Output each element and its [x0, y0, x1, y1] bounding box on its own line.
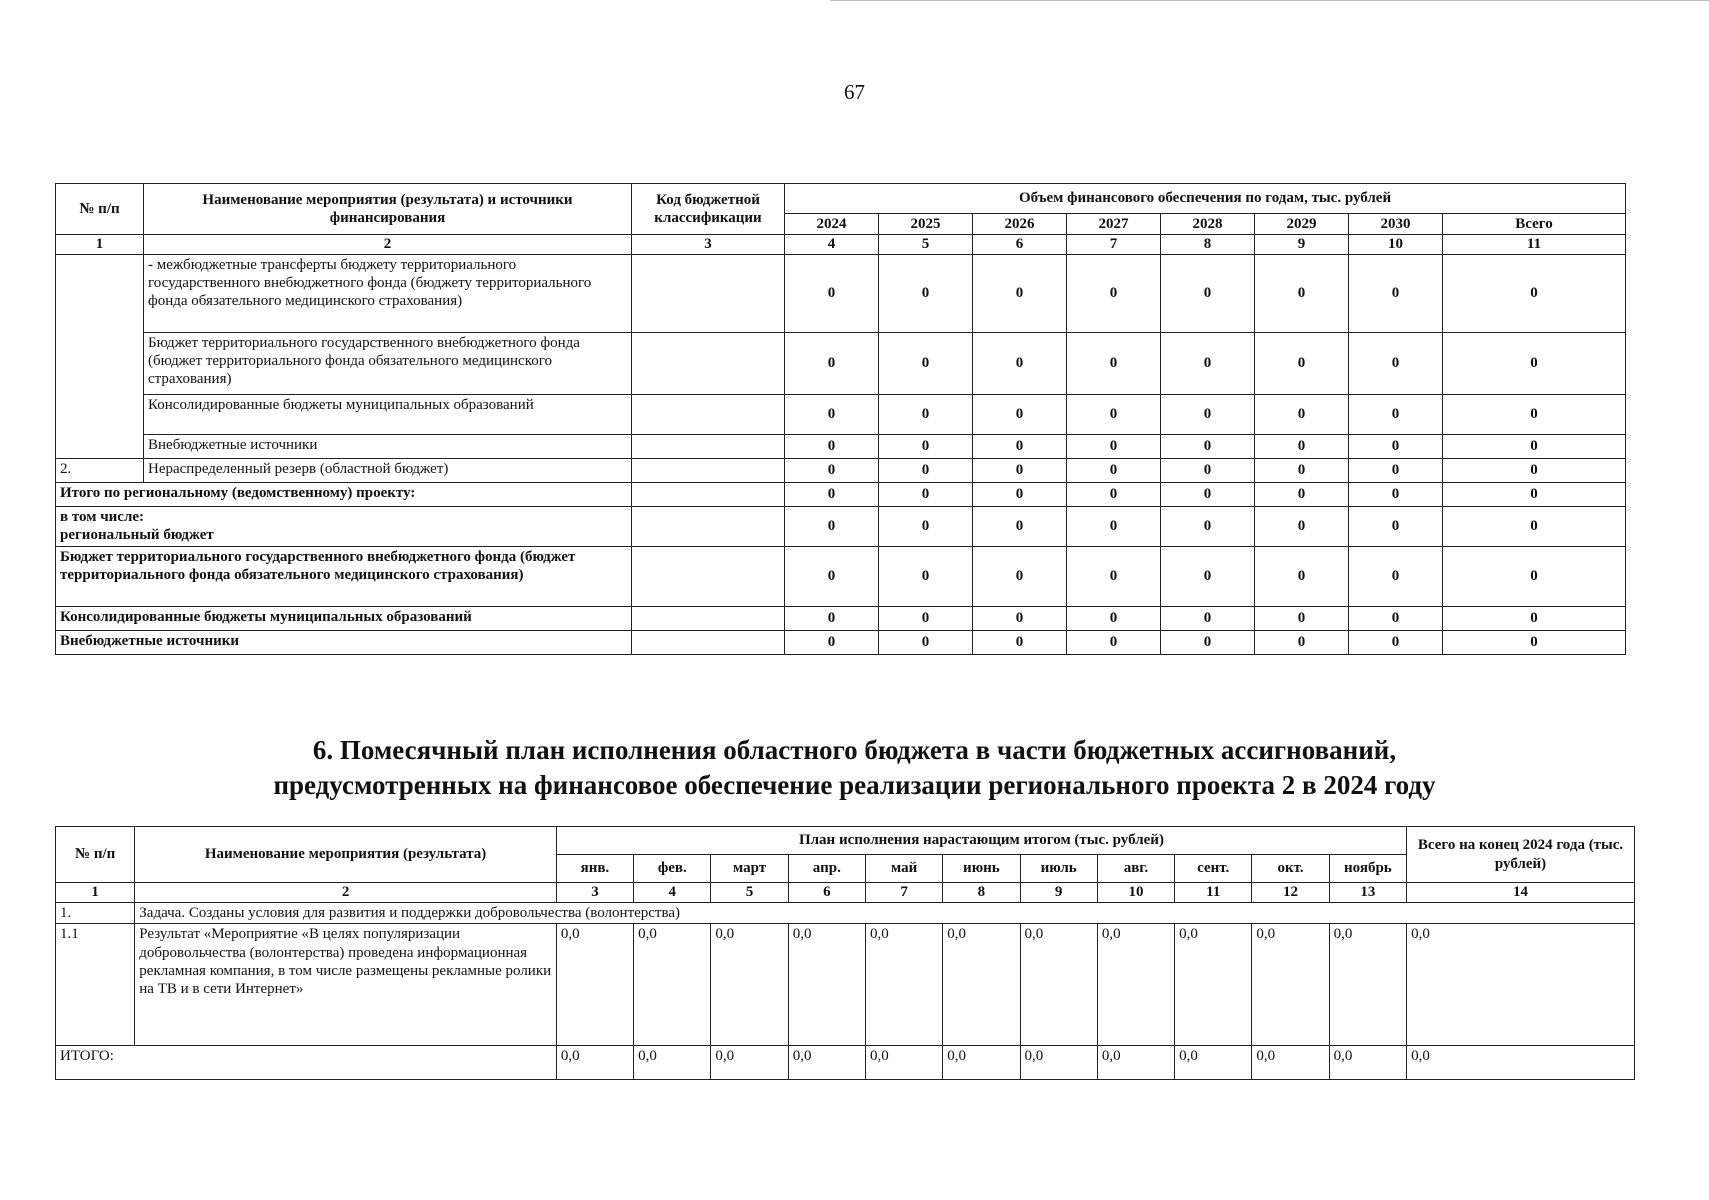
value-cell: 0: [1349, 434, 1443, 458]
result-value: 0,0: [943, 924, 1020, 1046]
row-name: Внебюджетные источники: [144, 434, 632, 458]
index-cell: 4: [634, 883, 711, 903]
total-row-name: [56, 506, 632, 546]
month-header: март: [711, 855, 788, 883]
index-row-1: [56, 235, 1626, 254]
value-cell: 0: [1161, 434, 1255, 458]
value-cell: 0: [879, 434, 973, 458]
index-cell: 13: [1329, 883, 1406, 903]
year-header: 2029: [1255, 214, 1349, 235]
total-row-name-line: региональный бюджет: [60, 526, 214, 543]
total-value: 0,0: [634, 1046, 711, 1080]
value-cell: 0: [879, 546, 973, 606]
value-cell: 0: [1349, 506, 1443, 546]
row-code: [632, 546, 785, 606]
total-value: 0,0: [865, 1046, 942, 1080]
total-row-name-line: в том числе:: [60, 508, 145, 525]
value-cell: 0: [879, 630, 973, 654]
total-row: [56, 482, 1626, 506]
value-cell: 0: [1161, 506, 1255, 546]
value-cell: 0: [785, 482, 879, 506]
row-code: [632, 458, 785, 482]
value-cell: 0: [1161, 546, 1255, 606]
index-cell: 8: [1161, 235, 1255, 254]
value-cell: 0: [1443, 546, 1626, 606]
value-cell: 0: [1255, 546, 1349, 606]
index-cell: 7: [865, 883, 942, 903]
row-code: [632, 630, 785, 654]
value-cell: 0: [973, 546, 1067, 606]
result-value: 0,0: [1175, 924, 1252, 1046]
index-cell: 9: [1020, 883, 1097, 903]
result-value: 0,0: [1407, 924, 1635, 1046]
row-code: [632, 434, 785, 458]
value-cell: 0: [1161, 394, 1255, 434]
total-value: 0,0: [1097, 1046, 1174, 1080]
year-header: 2024: [785, 214, 879, 235]
month-header: окт.: [1252, 855, 1329, 883]
value-cell: 0: [785, 606, 879, 630]
year-header: 2026: [973, 214, 1067, 235]
month-header: ноябрь: [1329, 855, 1406, 883]
value-cell: 0: [785, 332, 879, 394]
total-value: 0,0: [1407, 1046, 1635, 1080]
table-row: [56, 458, 1626, 482]
result-value: 0,0: [1020, 924, 1097, 1046]
index-cell: 7: [1067, 235, 1161, 254]
value-cell: 0: [785, 458, 879, 482]
value-cell: 0: [973, 394, 1067, 434]
total-value: 0,0: [556, 1046, 633, 1080]
value-cell: 0: [1255, 606, 1349, 630]
value-cell: 0: [1067, 630, 1161, 654]
table-row: [56, 434, 1626, 458]
value-cell: 0: [1443, 332, 1626, 394]
total-row-name: Внебюджетные источники: [56, 630, 632, 654]
total-value: 0,0: [1329, 1046, 1406, 1080]
row-num: [56, 254, 144, 458]
top-divider: [830, 0, 1709, 1]
value-cell: 0: [1349, 332, 1443, 394]
value-cell: 0: [879, 332, 973, 394]
funding-table: [55, 183, 1626, 655]
plan-total-label: ИТОГО:: [56, 1046, 557, 1080]
value-cell: 0: [879, 482, 973, 506]
value-cell: 0: [1067, 332, 1161, 394]
value-cell: 0: [973, 630, 1067, 654]
year-header: 2025: [879, 214, 973, 235]
value-cell: 0: [1443, 482, 1626, 506]
index-row-2: [56, 883, 1635, 903]
value-cell: 0: [1067, 506, 1161, 546]
result-value: 0,0: [1252, 924, 1329, 1046]
row-code: [632, 506, 785, 546]
month-header: апр.: [788, 855, 865, 883]
year-header: 2030: [1349, 214, 1443, 235]
row-num: 2.: [56, 458, 144, 482]
value-cell: 0: [879, 254, 973, 332]
col-header-num: № п/п: [56, 184, 144, 235]
index-cell: 3: [556, 883, 633, 903]
value-cell: 0: [1349, 394, 1443, 434]
value-cell: 0: [879, 394, 973, 434]
plan-col-header-plan: План исполнения нарастающим итогом (тыс. рублей): [556, 827, 1406, 855]
value-cell: 0: [1067, 546, 1161, 606]
index-cell: 5: [711, 883, 788, 903]
value-cell: 0: [785, 630, 879, 654]
year-header: 2028: [1161, 214, 1255, 235]
value-cell: 0: [973, 332, 1067, 394]
month-header: фев.: [634, 855, 711, 883]
result-value: 0,0: [1097, 924, 1174, 1046]
value-cell: 0: [1067, 458, 1161, 482]
task-row: [56, 903, 1635, 924]
value-cell: 0: [1443, 434, 1626, 458]
value-cell: 0: [1255, 506, 1349, 546]
total-value: 0,0: [943, 1046, 1020, 1080]
row-code: [632, 332, 785, 394]
value-cell: 0: [1161, 630, 1255, 654]
section-title-line1: 6. Помесячный план исполнения областного бюджета в части бюджетных ассигнований,: [312, 735, 1397, 765]
value-cell: 0: [1349, 630, 1443, 654]
index-cell: 11: [1443, 235, 1626, 254]
value-cell: 0: [785, 254, 879, 332]
month-header: авг.: [1097, 855, 1174, 883]
value-cell: 0: [785, 434, 879, 458]
result-value: 0,0: [634, 924, 711, 1046]
total-row-name: Консолидированные бюджеты муниципальных образований: [56, 606, 632, 630]
row-name: - межбюджетные трансферты бюджету территориального государственного внебюджетного фонда (бюджету территориального фонда обязательного медицинского страхования): [144, 254, 632, 332]
task-text: Задача. Созданы условия для развития и поддержки добровольчества (волонтерства): [135, 903, 1635, 924]
funding-table-body: [56, 254, 1626, 654]
plan-total-row: [56, 1046, 1635, 1080]
value-cell: 0: [1255, 394, 1349, 434]
index-cell: 2: [144, 235, 632, 254]
total-value: 0,0: [1020, 1046, 1097, 1080]
result-value: 0,0: [865, 924, 942, 1046]
section-title: [0, 733, 1709, 803]
value-cell: 0: [1255, 630, 1349, 654]
result-num: 1.1: [56, 924, 135, 1046]
total-value: 0,0: [1252, 1046, 1329, 1080]
row-name: Консолидированные бюджеты муниципальных образований: [144, 394, 632, 434]
total-row: [56, 606, 1626, 630]
result-value: 0,0: [1329, 924, 1406, 1046]
table-row: [56, 254, 1626, 332]
index-cell: 14: [1407, 883, 1635, 903]
value-cell: 0: [973, 506, 1067, 546]
value-cell: 0: [1349, 458, 1443, 482]
row-code: [632, 394, 785, 434]
result-row: [56, 924, 1635, 1046]
total-value: 0,0: [711, 1046, 788, 1080]
value-cell: 0: [1067, 254, 1161, 332]
value-cell: 0: [1161, 254, 1255, 332]
value-cell: 0: [785, 506, 879, 546]
value-cell: 0: [785, 546, 879, 606]
value-cell: 0: [1067, 482, 1161, 506]
value-cell: 0: [1443, 506, 1626, 546]
month-header: июль: [1020, 855, 1097, 883]
index-cell: 9: [1255, 235, 1349, 254]
col-header-volume: Объем финансового обеспечения по годам, тыс. рублей: [785, 184, 1626, 214]
monthly-plan-table: [55, 826, 1635, 1080]
total-value: 0,0: [1175, 1046, 1252, 1080]
index-cell: 10: [1349, 235, 1443, 254]
value-cell: 0: [1067, 394, 1161, 434]
value-cell: 0: [1349, 482, 1443, 506]
index-cell: 12: [1252, 883, 1329, 903]
result-name: Результат «Мероприятие «В целях популяризации добровольчества (волонтерства) проведена информационная рекламная компания, в том числе размещены рекламные ролики на ТВ и в сети Интернет»: [135, 924, 557, 1046]
plan-col-header-total: Всего на конец 2024 года (тыс. рублей): [1407, 827, 1635, 883]
value-cell: 0: [1255, 332, 1349, 394]
year-header: Всего: [1443, 214, 1626, 235]
row-code: [632, 254, 785, 332]
value-cell: 0: [1067, 606, 1161, 630]
result-value: 0,0: [788, 924, 865, 1046]
value-cell: 0: [973, 458, 1067, 482]
task-num: 1.: [56, 903, 135, 924]
month-header: янв.: [556, 855, 633, 883]
result-value: 0,0: [711, 924, 788, 1046]
value-cell: 0: [1349, 606, 1443, 630]
value-cell: 0: [879, 606, 973, 630]
plan-col-header-num: № п/п: [56, 827, 135, 883]
page-number: 67: [844, 80, 865, 104]
row-name: Бюджет территориального государственного внебюджетного фонда (бюджет территориального фонда обязательного медицинского страхования): [144, 332, 632, 394]
total-row: [56, 506, 1626, 546]
total-row: [56, 630, 1626, 654]
index-cell: 10: [1097, 883, 1174, 903]
row-name: Нераспределенный резерв (областной бюджет): [144, 458, 632, 482]
year-header: 2027: [1067, 214, 1161, 235]
row-code: [632, 606, 785, 630]
index-cell: 6: [973, 235, 1067, 254]
value-cell: 0: [1161, 606, 1255, 630]
month-header: сент.: [1175, 855, 1252, 883]
total-value: 0,0: [788, 1046, 865, 1080]
index-cell: 5: [879, 235, 973, 254]
value-cell: 0: [1161, 332, 1255, 394]
value-cell: 0: [785, 394, 879, 434]
value-cell: 0: [879, 506, 973, 546]
plan-col-header-name: Наименование мероприятия (результата): [135, 827, 557, 883]
value-cell: 0: [1443, 254, 1626, 332]
value-cell: 0: [973, 254, 1067, 332]
value-cell: 0: [1443, 606, 1626, 630]
col-header-code: Код бюджетной классификации: [632, 184, 785, 235]
index-cell: 1: [56, 883, 135, 903]
month-header: июнь: [943, 855, 1020, 883]
value-cell: 0: [1255, 434, 1349, 458]
index-cell: 8: [943, 883, 1020, 903]
row-code: [632, 482, 785, 506]
result-value: 0,0: [556, 924, 633, 1046]
value-cell: 0: [1255, 482, 1349, 506]
section-title-line2: предусмотренных на финансовое обеспечение реализации регионального проекта 2 в 2024 году: [273, 770, 1436, 801]
col-header-name: Наименование мероприятия (результата) и источники финансирования: [144, 184, 632, 235]
value-cell: 0: [973, 482, 1067, 506]
value-cell: 0: [973, 606, 1067, 630]
table-row: [56, 394, 1626, 434]
total-row-name: Итого по региональному (ведомственному) проекту:: [56, 482, 632, 506]
index-cell: 11: [1175, 883, 1252, 903]
value-cell: 0: [1443, 394, 1626, 434]
total-row: [56, 546, 1626, 606]
value-cell: 0: [1161, 482, 1255, 506]
value-cell: 0: [1161, 458, 1255, 482]
value-cell: 0: [879, 458, 973, 482]
index-cell: 4: [785, 235, 879, 254]
value-cell: 0: [1443, 630, 1626, 654]
index-cell: 2: [135, 883, 557, 903]
total-row-name: Бюджет территориального государственного внебюджетного фонда (бюджет территориального фонда обязательного медицинского страхования): [56, 546, 632, 606]
value-cell: 0: [1067, 434, 1161, 458]
value-cell: 0: [1443, 458, 1626, 482]
index-cell: 3: [632, 235, 785, 254]
value-cell: 0: [1349, 546, 1443, 606]
value-cell: 0: [1255, 458, 1349, 482]
table-row: [56, 332, 1626, 394]
value-cell: 0: [1255, 254, 1349, 332]
value-cell: 0: [1349, 254, 1443, 332]
value-cell: 0: [973, 434, 1067, 458]
index-cell: 1: [56, 235, 144, 254]
index-cell: 6: [788, 883, 865, 903]
month-header: май: [865, 855, 942, 883]
